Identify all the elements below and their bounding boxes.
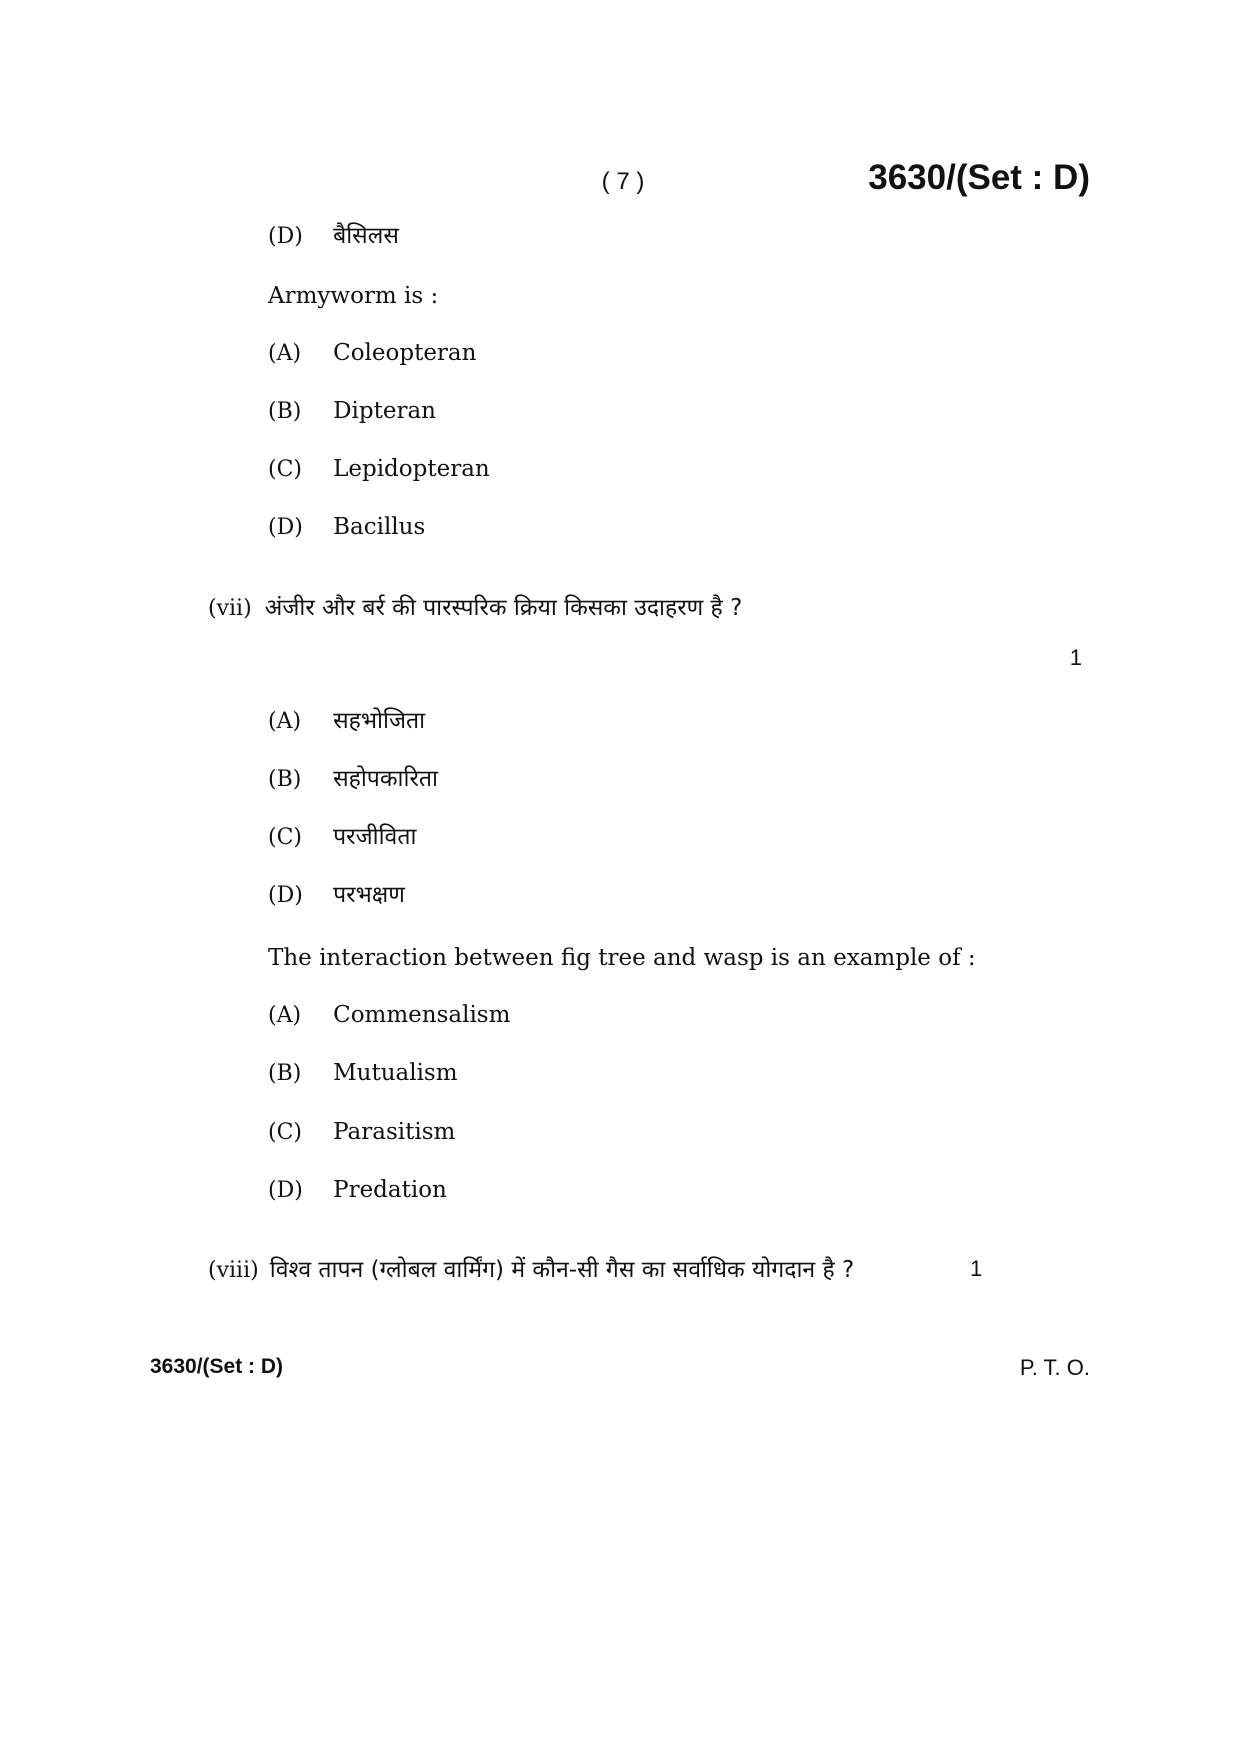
option-row xyxy=(268,1177,447,1203)
option-label: (D) xyxy=(268,1178,303,1203)
question-text-english: Armyworm is : xyxy=(268,283,439,309)
option-row xyxy=(268,761,438,793)
option-label: (D) xyxy=(268,883,303,908)
option-row xyxy=(268,877,405,909)
option-text: सहोपकारिता xyxy=(333,766,438,792)
option-label: (B) xyxy=(268,767,302,792)
question-viii xyxy=(208,1252,854,1284)
option-text: Commensalism xyxy=(333,1002,511,1028)
option-text: परभक्षण xyxy=(333,882,405,908)
option-label: (A) xyxy=(268,341,302,366)
option-text: Parasitism xyxy=(333,1119,456,1145)
question-number: (viii) xyxy=(208,1258,259,1283)
page-number: ( 7 ) xyxy=(601,168,645,195)
option-row xyxy=(268,1060,458,1086)
option-label: (C) xyxy=(268,457,302,482)
paper-code-footer: 3630/(Set : D) xyxy=(150,1355,284,1378)
option-row xyxy=(268,456,490,482)
option-text: Bacillus xyxy=(333,514,426,540)
option-row xyxy=(268,398,436,424)
option-label: (D) xyxy=(268,224,303,249)
question-text-hindi: विश्व तापन (ग्लोबल वार्मिंग) में कौन-सी गैस का सर्वाधिक योगदान है ? xyxy=(269,1257,855,1283)
option-row xyxy=(268,819,416,851)
option-label: (C) xyxy=(268,825,302,850)
question-number: (vii) xyxy=(208,596,252,621)
question-vii xyxy=(208,590,742,622)
option-label: (B) xyxy=(268,1061,302,1086)
option-text: बैसिलस xyxy=(333,223,399,249)
option-label: (A) xyxy=(268,1003,302,1028)
paper-code-header: 3630/(Set : D) xyxy=(868,158,1090,197)
question-text-hindi: अंजीर और बर्र की पारस्परिक क्रिया किसका उदाहरण है ? xyxy=(264,595,743,621)
question-marks: 1 xyxy=(1069,645,1082,670)
option-text: Lepidopteran xyxy=(333,456,490,482)
question-marks: 1 xyxy=(970,1256,983,1281)
question-text-english: The interaction between fig tree and wasp is an example of : xyxy=(268,945,976,971)
option-text: Dipteran xyxy=(333,398,436,424)
option-row xyxy=(268,514,425,540)
option-label: (A) xyxy=(268,709,302,734)
option-text: Mutualism xyxy=(333,1060,458,1086)
option-row xyxy=(268,1002,510,1028)
option-row xyxy=(268,340,476,366)
option-text: Coleopteran xyxy=(333,340,477,366)
option-label: (D) xyxy=(268,515,303,540)
option-row xyxy=(268,703,425,735)
option-text: Predation xyxy=(333,1177,447,1203)
option-row xyxy=(268,218,399,250)
option-text: परजीविता xyxy=(333,824,417,850)
option-text: सहभोजिता xyxy=(333,708,426,734)
option-label: (B) xyxy=(268,399,302,424)
option-label: (C) xyxy=(268,1120,302,1145)
option-row xyxy=(268,1119,455,1145)
pto-label: P. T. O. xyxy=(1019,1355,1090,1380)
